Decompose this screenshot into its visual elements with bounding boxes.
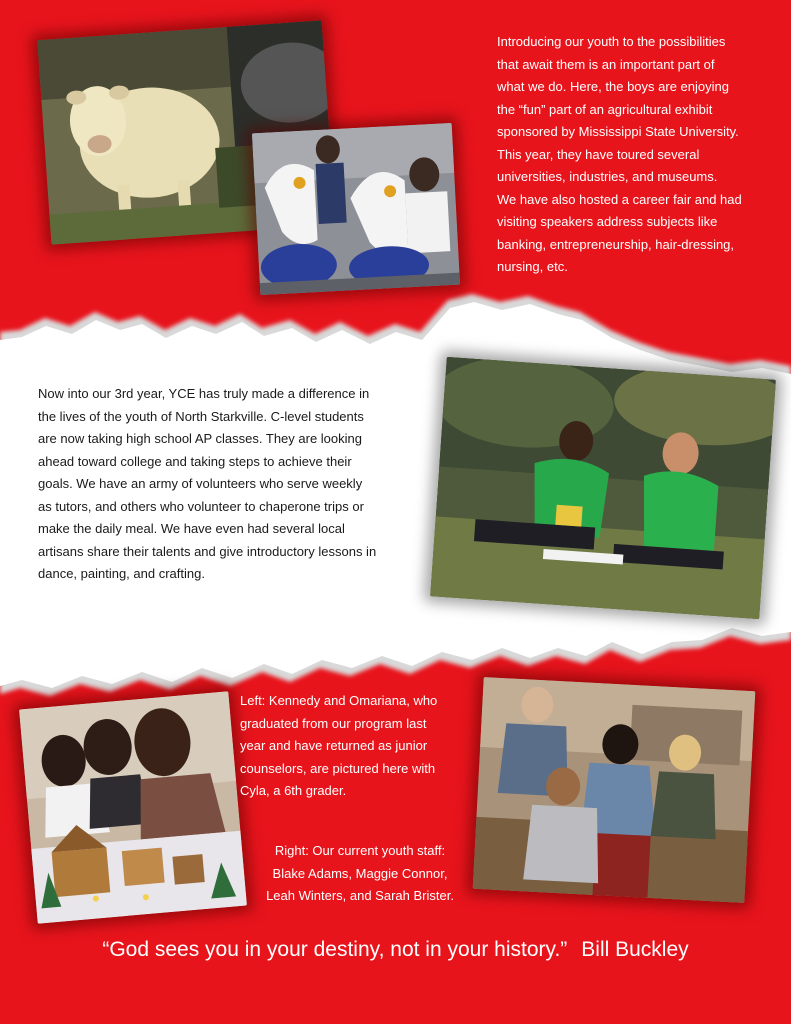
text-line: visiting speakers address subjects like: [497, 214, 718, 229]
photo-youth-staff: [473, 677, 756, 903]
text-line: make the daily meal. We have even had several local: [38, 521, 345, 536]
quote-author: Bill Buckley: [581, 938, 689, 961]
top-paragraph: [497, 31, 782, 279]
caption-right: [240, 840, 480, 908]
text-line: Introducing our youth to the possibilities: [497, 34, 726, 49]
photo-girls-miniature-village: [19, 691, 247, 923]
text-line: year and have returned as junior: [240, 738, 428, 753]
text-line: what we do. Here, the boys are enjoying: [497, 79, 729, 94]
text-line: nursing, etc.: [497, 259, 568, 274]
text-line: Now into our 3rd year, YCE has truly made a difference in: [38, 386, 370, 401]
text-line: that await them is an important part of: [497, 56, 715, 72]
text-line: as tutors, and others who volunteer to chaperone trips or: [38, 498, 364, 514]
quote-text: “God sees you in your destiny, not in your history.”: [102, 938, 568, 961]
text-line: universities, industries, and museums.: [497, 169, 718, 184]
closing-quote: [0, 938, 791, 962]
text-line: Blake Adams, Maggie Connor,: [272, 865, 448, 881]
photo-boys-studying: [430, 357, 776, 619]
text-line: Cyla, a 6th grader.: [240, 783, 347, 798]
text-line: Left: Kennedy and Omariana, who: [240, 693, 438, 708]
text-line: are now taking high school AP classes. They are looking: [38, 431, 362, 446]
text-line: We have also hosted a career fair and had: [497, 191, 742, 207]
text-line: the “fun” part of an agricultural exhibit: [497, 101, 713, 117]
text-line: goals. We have an army of volunteers who serve weekly: [38, 476, 363, 491]
text-line: counselors, are pictured here with: [240, 760, 436, 776]
text-line: graduated from our program last: [240, 715, 427, 731]
photo-boys-bounce-horses: [252, 123, 460, 295]
middle-paragraph: [38, 383, 428, 586]
text-line: ahead toward college and taking steps to achieve their: [38, 453, 352, 469]
text-line: banking, entrepreneurship, hair-dressing,: [497, 236, 735, 252]
text-line: This year, they have toured several: [497, 146, 700, 162]
text-line: the lives of the youth of North Starkville. C-level students: [38, 408, 364, 424]
text-line: dance, painting, and crafting.: [38, 566, 205, 581]
text-line: artisans share their talents and give introductory lessons in: [38, 543, 377, 559]
text-line: sponsored by Mississippi State University.: [497, 124, 739, 139]
text-line: Leah Winters, and Sarah Brister.: [266, 888, 454, 903]
text-line: Right: Our current youth staff:: [274, 843, 446, 858]
caption-left: [240, 690, 480, 803]
